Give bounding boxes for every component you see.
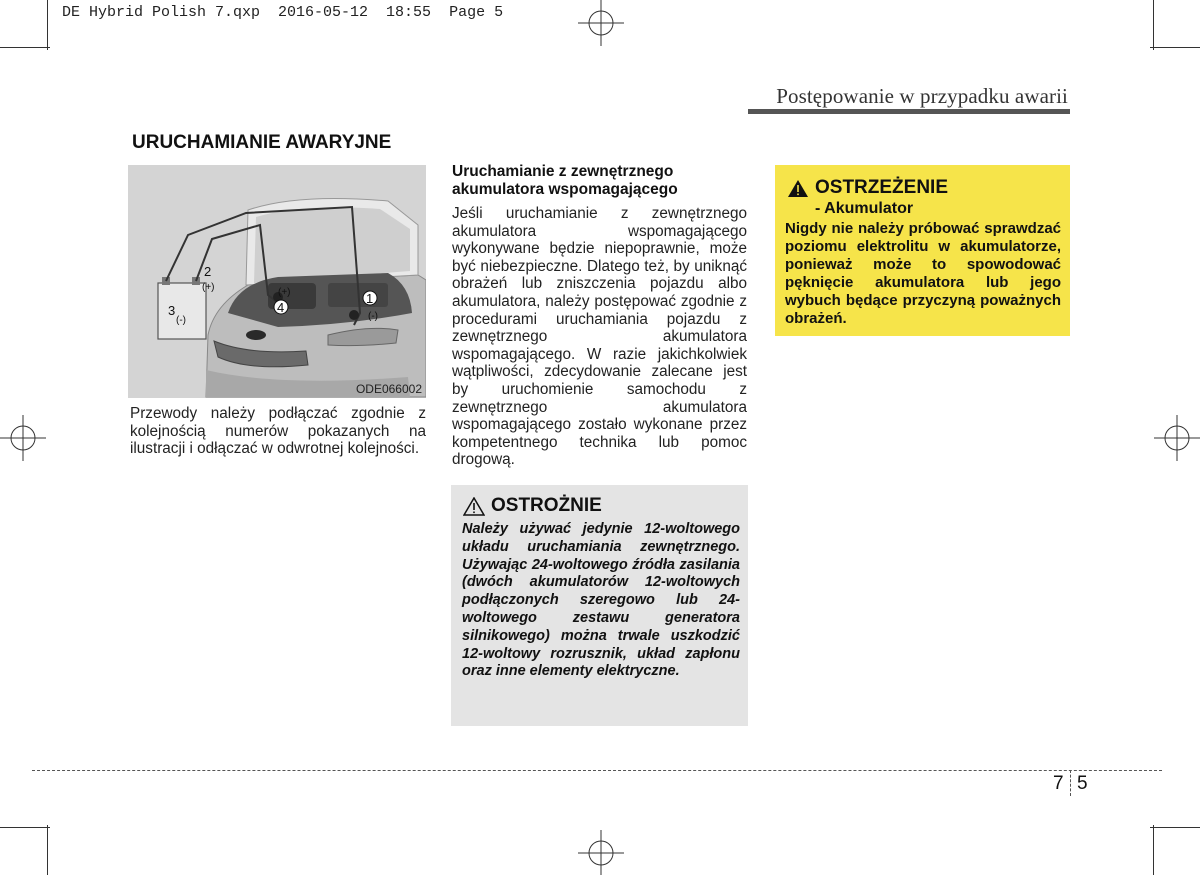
warning-text: Nigdy nie należy próbować sprawdzać poziomu elektrolitu w akumulatorze, ponieważ może to spowodować pęknięcie akumulatora lub jego wybuch będące przyczyną poważnych obrażeń. [785,220,1061,327]
warning-box [775,165,1070,336]
warning-triangle-outline-icon [463,497,485,516]
chapter-title: Postępowanie w przypadku awarii [776,84,1068,108]
polarity-1: (-) [368,311,378,322]
registration-mark-top [578,0,624,46]
sub-heading: Uruchamianie z zewnętrznego akumulatora wspomagającego [452,163,678,198]
registration-mark-left [0,415,46,461]
crop-mark-bottom-right-h [1150,827,1200,828]
polarity-4: (+) [278,287,291,298]
section-heading: URUCHAMIANIE AWARYJNE [132,132,392,153]
callout-1: 1 [366,291,374,306]
registration-mark-right [1154,415,1200,461]
crop-mark-top-right-v [1153,0,1154,50]
callout-3: 3 [168,303,176,318]
crop-mark-top-left-v [47,0,48,50]
registration-mark-bottom [578,830,624,875]
footer-page-number: 5 [1077,773,1088,794]
crop-mark-bottom-left-h [0,827,50,828]
crop-mark-bottom-left-v [47,825,48,875]
footer-chapter-number: 7 [1053,773,1064,794]
print-slug: DE Hybrid Polish 7.qxp 2016-05-12 18:55 Page 5 [62,4,504,21]
footer-dashed-rule [32,770,1162,771]
chapter-title-rule [748,109,1070,114]
polarity-2: (+) [202,282,215,293]
body-paragraph: Jeśli uruchamianie z zewnętrznego akumulatora wspomagającego wykonywane będzie niepoprawnie, może być niebezpieczne. Dlatego też, by uniknąć obrażeń lub zniszczenia pojazdu albo akumulatora, należy postępować zgodnie z procedurami uruchamiania pojazdu z zewnętrznego akumulatora wspomagającego. W razie jakichkolwiek wątpliwości, zdecydowanie zalecane jest by uruchomienie samochodu z zewnętrznego akumulatora wspomagającego zostało wykonane przez kompetentnego technika lub pomoc drogową. [452,205,747,469]
caution-title-row [463,495,602,517]
callout-2: 2 [204,264,212,279]
caution-text: Należy używać jedynie 12-woltowego układu uruchamiania zewnętrznego. Używając 24-woltowego źródła zasilania (dwóch akumulatorów 12-woltowych podłączonych szeregowo lub 24-woltowego zestawu generatora silnikowego) można trwale uszkodzić 12-woltowy rozrusznik, układ zapłonu oraz inne elementy elektryczne. [462,521,740,680]
car-engine-bay-drawing [128,165,426,398]
warning-title: OSTRZEŻENIE [815,177,949,198]
caution-title: OSTROŻNIE [491,495,602,516]
callout-4: 4 [277,300,285,315]
figure-code: ODE066002 [355,382,422,396]
footer-separator [1070,770,1072,796]
jump-start-illustration [128,165,426,398]
warning-subtitle: - Akumulator [815,200,914,217]
warning-title-row [787,177,948,199]
crop-mark-bottom-right-v [1153,825,1154,875]
crop-mark-top-left-h [0,47,50,48]
polarity-3: (-) [176,315,186,326]
caution-box [451,485,748,726]
figure-caption: Przewody należy podłączać zgodnie z kolejnością numerów pokazanych na ilustracji i odłączać w odwrotnej kolejności. [130,405,426,458]
crop-mark-top-right-h [1150,47,1200,48]
warning-triangle-filled-icon [787,179,809,198]
